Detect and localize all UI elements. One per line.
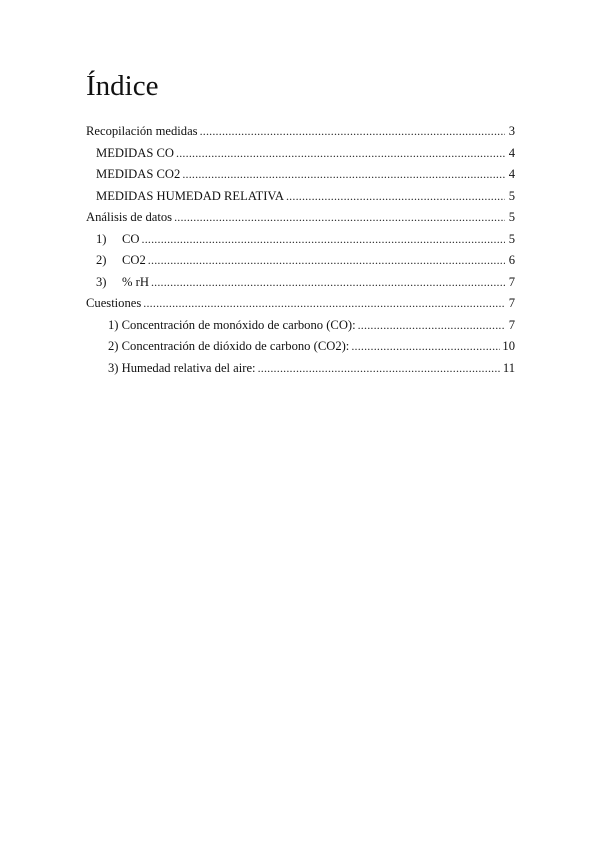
toc-dot-leader xyxy=(142,229,506,251)
toc-entry-text: Análisis de datos xyxy=(86,210,173,224)
toc-dot-leader xyxy=(358,315,505,337)
toc-dot-leader xyxy=(258,358,501,380)
toc-entry-text: MEDIDAS CO2 xyxy=(96,167,181,181)
table-of-contents xyxy=(86,121,515,379)
toc-dot-leader xyxy=(148,250,505,272)
toc-entry[interactable] xyxy=(86,164,515,186)
toc-entry-text: % rH xyxy=(122,274,149,289)
toc-entry-page: 5 xyxy=(508,231,515,246)
toc-dot-leader xyxy=(286,186,505,208)
toc-entry-text: MEDIDAS HUMEDAD RELATIVA xyxy=(96,188,284,203)
toc-entry[interactable] xyxy=(86,143,515,165)
toc-entry[interactable] xyxy=(86,229,515,251)
toc-entry-text: CO xyxy=(122,231,140,246)
toc-entry-page: 7 xyxy=(508,274,515,289)
toc-entry-text: CO2 xyxy=(122,253,146,267)
toc-entry-text: 1) Concentración de monóxido de carbono (CO): xyxy=(108,317,356,332)
toc-dot-leader xyxy=(200,121,505,143)
toc-entry-page: 5 xyxy=(508,188,515,203)
toc-dot-leader xyxy=(351,336,500,358)
toc-entry[interactable] xyxy=(86,293,515,315)
toc-entry-text: MEDIDAS CO xyxy=(96,145,175,160)
toc-entry-page: 7 xyxy=(508,296,515,310)
toc-dot-leader xyxy=(151,272,505,294)
toc-entry[interactable] xyxy=(86,250,515,272)
toc-entry[interactable] xyxy=(86,186,515,208)
toc-entry[interactable] xyxy=(86,358,515,380)
toc-dot-leader xyxy=(182,164,505,186)
toc-entry-page: 3 xyxy=(508,124,515,138)
toc-entry-number: 2) xyxy=(96,253,107,267)
toc-entry-page: 5 xyxy=(508,210,515,224)
toc-entry[interactable] xyxy=(86,272,515,294)
toc-entry[interactable] xyxy=(86,121,515,143)
toc-entry-text: Recopilación medidas xyxy=(86,124,198,138)
toc-entry-text: 3) Humedad relativa del aire: xyxy=(108,360,256,375)
toc-entry-page: 11 xyxy=(502,360,515,375)
toc-dot-leader xyxy=(143,293,505,315)
toc-entry-number: 3) xyxy=(96,274,107,289)
toc-entry-page: 10 xyxy=(502,339,515,353)
toc-entry-page: 4 xyxy=(508,167,515,181)
toc-entry-text: 2) Concentración de dióxido de carbono (CO2): xyxy=(108,339,350,353)
toc-entry-number: 1) xyxy=(96,231,107,246)
toc-entry-page: 6 xyxy=(508,253,515,267)
toc-title: Índice xyxy=(86,70,159,102)
toc-dot-leader xyxy=(176,143,505,165)
toc-dot-leader xyxy=(174,207,505,229)
toc-entry-page: 4 xyxy=(508,145,515,160)
toc-entry[interactable] xyxy=(86,315,515,337)
toc-entry[interactable] xyxy=(86,207,515,229)
toc-entry-text: Cuestiones xyxy=(86,296,142,310)
toc-entry-page: 7 xyxy=(508,317,515,332)
toc-entry[interactable] xyxy=(86,336,515,358)
